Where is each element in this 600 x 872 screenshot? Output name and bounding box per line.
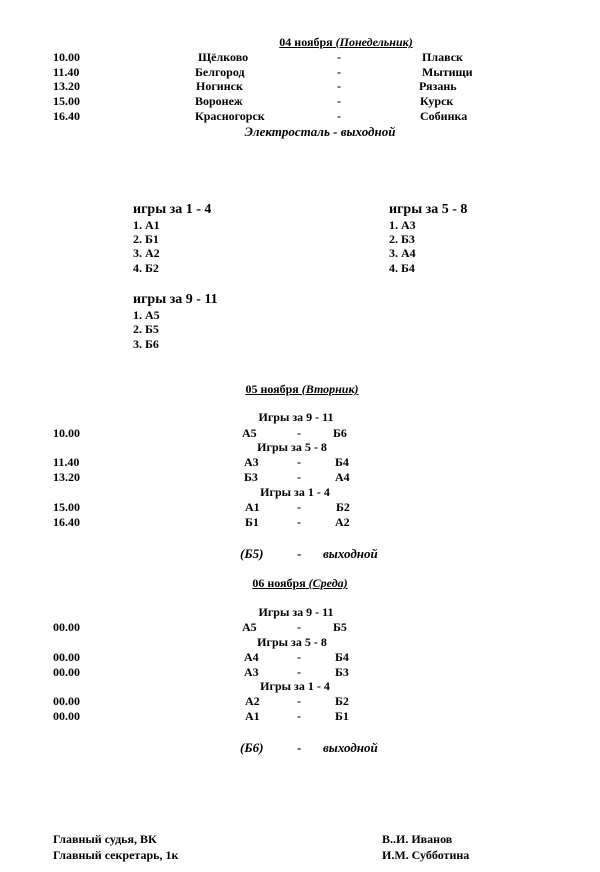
rest-dash: - xyxy=(297,546,302,561)
match-dash: - xyxy=(297,665,301,679)
away-team: Б3 xyxy=(335,665,349,679)
section-heading: Игры за 9 - 11 xyxy=(258,410,334,424)
match-dash: - xyxy=(297,620,301,634)
away-team: Б5 xyxy=(333,620,347,634)
rest-label: выходной xyxy=(323,740,378,755)
rest-team: (Б5) xyxy=(240,546,264,561)
away-team: Курск xyxy=(420,94,454,108)
judge-role: Главный судья, ВК xyxy=(53,832,157,846)
home-team: Красногорск xyxy=(195,109,265,123)
group-item: 2. Б5 xyxy=(133,322,159,336)
away-team: А2 xyxy=(335,515,350,529)
away-team: Б2 xyxy=(335,694,349,708)
group-item: 2. Б3 xyxy=(389,232,415,246)
rest-team: (Б6) xyxy=(240,740,264,755)
home-team: Б1 xyxy=(245,515,259,529)
match-time: 00.00 xyxy=(53,650,80,664)
home-team: Щёлково xyxy=(198,50,249,64)
group-item: 3. Б6 xyxy=(133,337,159,351)
day1-title: 04 ноября (Понедельник) xyxy=(279,35,413,49)
match-time: 13.20 xyxy=(53,79,80,93)
secretary-role: Главный секретарь, 1к xyxy=(53,848,179,862)
away-team: Плавск xyxy=(422,50,463,64)
match-time: 15.00 xyxy=(53,94,80,108)
home-team: А3 xyxy=(244,455,259,469)
match-time: 11.40 xyxy=(53,455,80,469)
group-item: 1. А5 xyxy=(133,308,160,322)
match-dash: - xyxy=(297,455,301,469)
group-title: игры за 1 - 4 xyxy=(133,202,212,217)
section-heading: Игры за 5 - 8 xyxy=(257,440,327,454)
group-item: 3. А2 xyxy=(133,246,160,260)
section-heading: Игры за 1 - 4 xyxy=(260,679,330,693)
rest-dash: - xyxy=(297,740,302,755)
group-item: 3. А4 xyxy=(389,246,416,260)
group-item: 4. Б2 xyxy=(133,261,159,275)
away-team: А4 xyxy=(335,470,350,484)
match-time: 10.00 xyxy=(53,50,80,64)
group-item: 2. Б1 xyxy=(133,232,159,246)
home-team: А3 xyxy=(244,665,259,679)
group-title: игры за 9 - 11 xyxy=(133,292,218,307)
match-dash: - xyxy=(337,79,341,93)
match-dash: - xyxy=(297,500,301,514)
match-dash: - xyxy=(297,709,301,723)
secretary-name: И.М. Субботина xyxy=(382,848,470,862)
match-dash: - xyxy=(297,470,301,484)
section-heading: Игры за 5 - 8 xyxy=(257,635,327,649)
away-team: Мытищи xyxy=(422,65,473,79)
away-team: Б2 xyxy=(336,500,350,514)
match-time: 00.00 xyxy=(53,665,80,679)
match-time: 00.00 xyxy=(53,709,80,723)
home-team: А5 xyxy=(242,620,257,634)
away-team: Собинка xyxy=(420,109,468,123)
home-team: А2 xyxy=(245,694,260,708)
match-time: 11.40 xyxy=(53,65,80,79)
group-item: 1. А3 xyxy=(389,218,416,232)
match-time: 00.00 xyxy=(53,620,80,634)
judge-name: В..И. Иванов xyxy=(382,832,453,846)
section-heading: Игры за 1 - 4 xyxy=(260,485,330,499)
match-dash: - xyxy=(297,426,301,440)
match-time: 16.40 xyxy=(53,109,80,123)
home-team: А4 xyxy=(244,650,259,664)
away-team: Б1 xyxy=(335,709,349,723)
match-dash: - xyxy=(337,94,341,108)
match-time: 15.00 xyxy=(53,500,80,514)
match-dash: - xyxy=(337,65,341,79)
match-time: 00.00 xyxy=(53,694,80,708)
match-time: 16.40 xyxy=(53,515,80,529)
day2-title: 05 ноября (Вторник) xyxy=(245,382,359,396)
rest-label: выходной xyxy=(323,546,378,561)
home-team: А1 xyxy=(245,709,260,723)
match-dash: - xyxy=(337,50,341,64)
section-heading: Игры за 9 - 11 xyxy=(258,605,334,619)
home-team: А1 xyxy=(245,500,260,514)
match-dash: - xyxy=(297,650,301,664)
away-team: Б4 xyxy=(335,455,349,469)
match-time: 10.00 xyxy=(53,426,80,440)
match-dash: - xyxy=(297,694,301,708)
match-time: 13.20 xyxy=(53,470,80,484)
day3-title: 06 ноября (Среда) xyxy=(252,576,348,590)
match-dash: - xyxy=(337,109,341,123)
away-team: Рязань xyxy=(419,79,457,93)
away-team: Б4 xyxy=(335,650,349,664)
match-dash: - xyxy=(297,515,301,529)
group-item: 4. Б4 xyxy=(389,261,415,275)
group-title: игры за 5 - 8 xyxy=(389,202,468,217)
home-team: Ногинск xyxy=(196,79,243,93)
away-team: Б6 xyxy=(333,426,347,440)
home-team: А5 xyxy=(242,426,257,440)
day1-rest-note: Электросталь - выходной xyxy=(244,124,396,139)
home-team: Б3 xyxy=(244,470,258,484)
home-team: Воронеж xyxy=(195,94,243,108)
group-item: 1. А1 xyxy=(133,218,160,232)
home-team: Белгород xyxy=(195,65,245,79)
